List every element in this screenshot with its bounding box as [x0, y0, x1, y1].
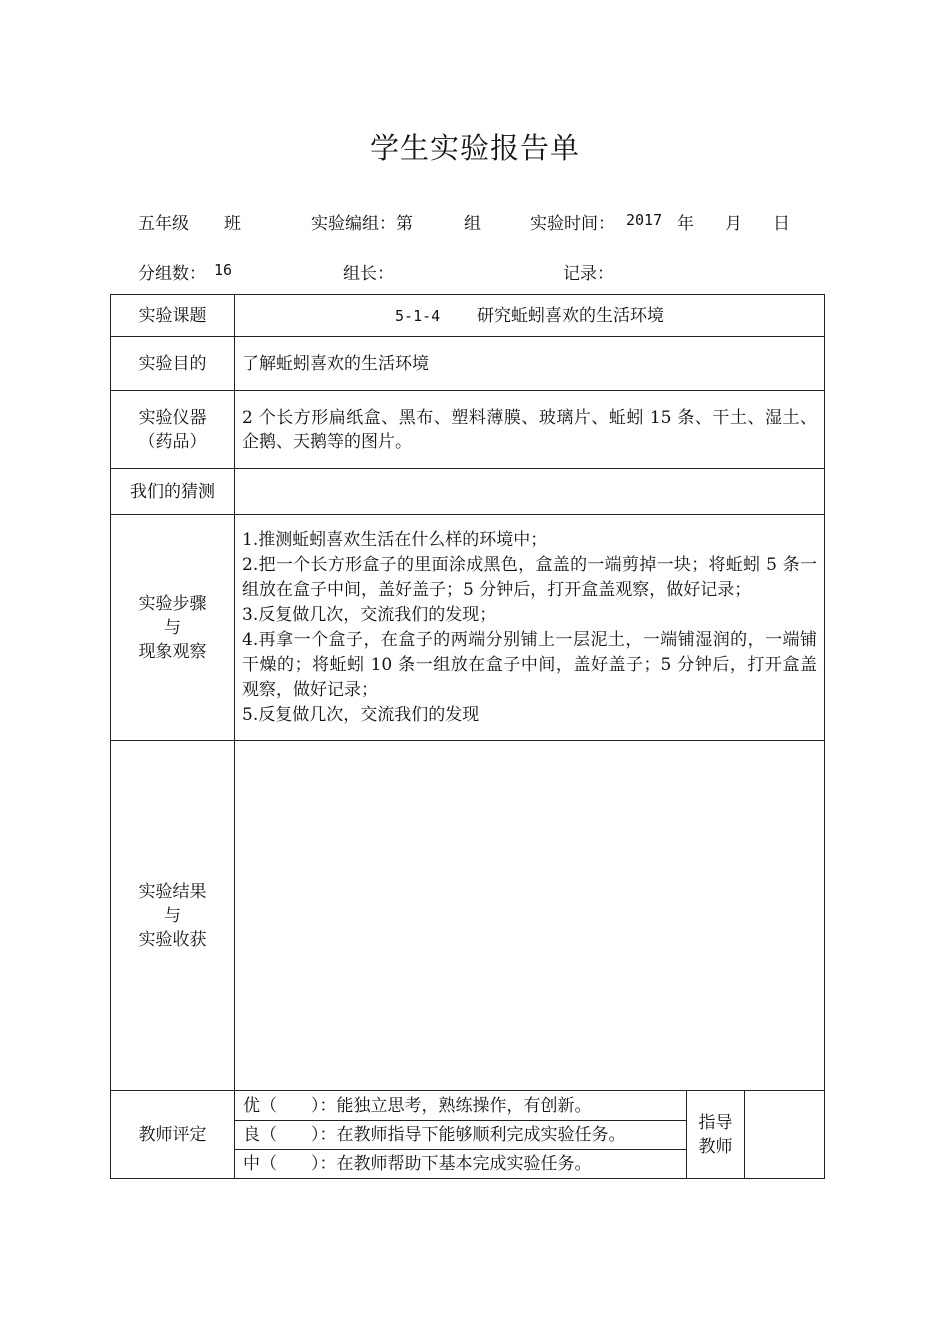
result-label-line2: 与 — [164, 905, 181, 926]
result-value[interactable] — [235, 741, 825, 1091]
experiment-time-label: 实验时间： — [530, 214, 615, 234]
group-unit-label: 组 — [464, 214, 481, 234]
guess-row — [111, 469, 825, 515]
purpose-row — [111, 337, 825, 391]
group-count-label: 分组数： — [138, 264, 206, 284]
group-number-label: 实验编组：第 — [311, 214, 413, 234]
steps-label-line2: 与 — [164, 617, 181, 638]
teacher-label — [687, 1091, 745, 1179]
grade-excellent: 优（ ）：能独立思考，熟练操作，有创新。 — [235, 1092, 686, 1121]
group-leader-label: 组长： — [343, 264, 394, 284]
grade-pass: 中（ ）：在教师帮助下基本完成实验任务。 — [243, 1153, 592, 1174]
steps-label-line1: 实验步骤 — [138, 593, 207, 614]
steps-label-line3: 现象观察 — [138, 641, 207, 662]
grade-label: 五年级 — [138, 214, 189, 234]
result-label-line3: 实验收获 — [138, 929, 207, 950]
evaluation-label: 教师评定 — [111, 1091, 235, 1179]
steps-label — [111, 515, 235, 741]
equipment-value: 2 个长方形扁纸盒、黑布、塑料薄膜、玻璃片、蚯蚓 15 条、干土、湿土、企鹅、天鹅等的图片。 — [235, 391, 825, 469]
month-unit: 月 — [725, 214, 742, 234]
recorder-label: 记录： — [563, 264, 614, 284]
purpose-label: 实验目的 — [111, 337, 235, 391]
evaluation-grades — [235, 1091, 687, 1179]
guess-value[interactable] — [235, 469, 825, 515]
grade-list — [235, 1092, 686, 1178]
group-count-value: 16 — [214, 261, 233, 279]
equipment-row — [111, 391, 825, 469]
topic-label: 实验课题 — [111, 295, 235, 337]
step-item: 5.反复做几次，交流我们的发现 — [242, 704, 480, 725]
guess-label: 我们的猜测 — [111, 469, 235, 515]
result-label-line1: 实验结果 — [138, 881, 207, 902]
year-unit: 年 — [677, 214, 694, 234]
evaluation-row — [111, 1091, 825, 1179]
year-value: 2017 — [626, 211, 663, 229]
step-item: 1.推测蚯蚓喜欢生活在什么样的环境中； — [242, 529, 548, 550]
topic-value — [235, 295, 825, 337]
day-unit: 日 — [773, 214, 790, 234]
report-table — [110, 294, 825, 1179]
teacher-label-line2: 教师 — [698, 1136, 733, 1157]
equipment-label-line2: （药品） — [138, 431, 207, 452]
page-title: 学生实验报告单 — [369, 131, 580, 165]
steps-row — [111, 515, 825, 741]
grade-good: 良（ ）：在教师指导下能够顺利完成实验任务。 — [235, 1120, 686, 1149]
teacher-label-line1: 指导 — [698, 1112, 733, 1133]
teacher-signature[interactable] — [745, 1091, 825, 1179]
topic-row — [111, 295, 825, 337]
step-item: 3.反复做几次，交流我们的发现； — [242, 604, 497, 625]
equipment-label — [111, 391, 235, 469]
purpose-value: 了解蚯蚓喜欢的生活环境 — [235, 337, 825, 391]
steps-list — [235, 515, 825, 741]
result-label — [111, 741, 235, 1091]
result-row — [111, 741, 825, 1091]
class-label: 班 — [224, 214, 241, 234]
equipment-label-line1: 实验仪器 — [138, 407, 207, 428]
step-item: 2.把一个长方形盒子的里面涂成黑色，盒盖的一端剪掉一块；将蚯蚓 5 条一组放在盒子中间，盖好盖子；5 分钟后，打开盒盖观察，做好记录； — [242, 554, 817, 600]
topic-code: 5-1-4 — [395, 306, 441, 325]
topic-text: 研究蚯蚓喜欢的生活环境 — [476, 305, 664, 326]
step-item: 4.再拿一个盒子，在盒子的两端分别铺上一层泥土，一端铺湿润的，一端铺干燥的；将蚯蚓 10 条一组放在盒子中间，盖好盖子；5 分钟后，打开盒盖观察，做好记录； — [242, 629, 817, 700]
